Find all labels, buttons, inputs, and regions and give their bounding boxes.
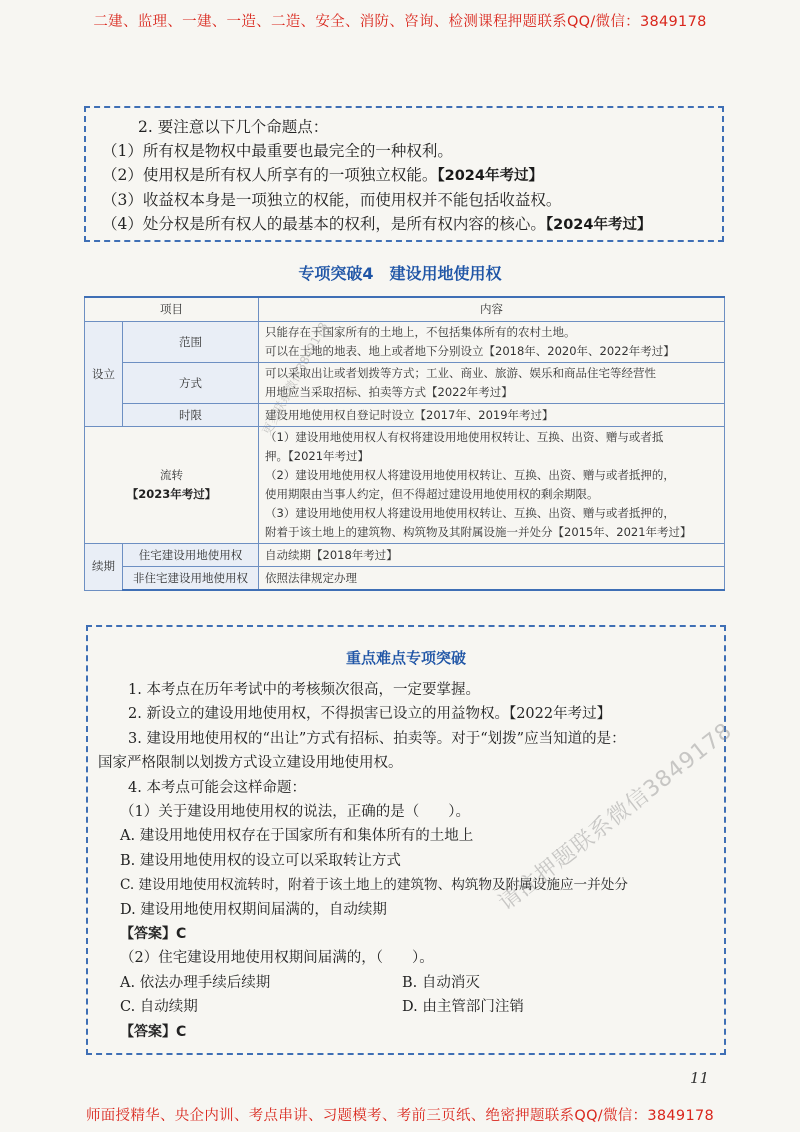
table-row — [85, 404, 725, 427]
key-line: 国家严格限制以划拨方式设立建设用地使用权。 — [98, 755, 403, 772]
key-line: 1. 本考点在历年考试中的考核频次很高，一定要掌握。 — [128, 682, 480, 698]
footer-banner: 师面授精华、央企内训、考点串讲、习题模考、考前三页纸、绝密押题联系QQ/微信：3849178 — [85, 1108, 715, 1124]
table-subcategory: 方式 — [123, 363, 259, 404]
table-category: 续期 — [85, 544, 123, 591]
watermark-small: 更多联系微信3849178 — [259, 320, 331, 438]
table-row — [85, 544, 725, 567]
table-row — [85, 322, 725, 363]
watermark: 请注押题联系微信3849178 — [494, 718, 738, 916]
notes-item: （3）收益权本身是一项独立的权能，而使用权并不能包括收益权。 — [102, 190, 562, 209]
notes-item: （4）处分权是所有权人的最基本的权利，是所有权内容的核心。【2024年考过】 — [102, 215, 652, 233]
key-points-title: 重点难点专项突破 — [345, 649, 466, 667]
table-cell: （1）建设用地使用权人有权将建设用地使用权转让、互换、出资、赠与或者抵 押。【2021年考过】 （2）建设用地使用权人将建设用地使用权转让、互换、出资、赠与或者抵押的， 使用期限由当事人约定，但不得超过建设用地使用权的剩余期限。 （3）建设用地使用权人将建设用地使用权转让、互换、出资、赠与或者抵押的， 附着于该土地上的建筑物、构筑物及其附属设施一并处分【2015年、2021年考过】 — [259, 427, 725, 544]
header-banner: 二建、监理、一建、一造、二造、安全、消防、咨询、检测课程押题联系QQ/微信：3849178 — [93, 14, 707, 30]
question-option: C. 自动续期 — [120, 999, 198, 1016]
table-subcategory: 非住宅建设用地使用权 — [123, 567, 259, 591]
table-cell: 建设用地使用权自登记时设立【2017年、2019年考过】 — [259, 404, 725, 427]
section-title: 专项突破4 建设用地使用权 — [298, 264, 502, 283]
table-row — [85, 567, 725, 591]
question-option: D. 建设用地使用权期间届满的，自动续期 — [120, 901, 387, 918]
option-row — [98, 995, 714, 1019]
question-option: B. 自动消灭 — [402, 974, 480, 991]
notes-item: （2）使用权是所有权人所享有的一项独立权能。【2024年考过】 — [102, 166, 543, 184]
answer: 【答案】C — [120, 1023, 187, 1040]
question-option: C. 建设用地使用权流转时，附着于该土地上的建筑物、构筑物及附属设施应一并处分 — [120, 877, 628, 894]
key-line: 3. 建设用地使用权的“出让”方式有招标、拍卖等。对于“划拨”应当知道的是： — [128, 730, 626, 747]
question-stem: （1）关于建设用地使用权的说法，正确的是（ ）。 — [120, 804, 470, 821]
land-use-table — [84, 296, 725, 591]
table-category: 流转 【2023年考过】 — [85, 427, 259, 544]
table-cell: 可以采取出让或者划拨等方式；工业、商业、旅游、娱乐和商品住宅等经营性 用地应当采取招标、拍卖等方式【2022年考过】 — [259, 363, 725, 404]
table-row — [85, 363, 725, 404]
key-line: 2. 新设立的建设用地使用权，不得损害已设立的用益物权。【2022年考过】 — [128, 706, 612, 723]
notes-box — [84, 106, 724, 242]
table-row — [85, 427, 725, 544]
question-option: B. 建设用地使用权的设立可以采取转让方式 — [120, 852, 401, 869]
table-cell: 自动续期【2018年考过】 — [259, 544, 725, 567]
option-row — [98, 971, 714, 995]
table-cell: 只能存在于国家所有的土地上，不包括集体所有的农村土地。 可以在土地的地表、地上或者地下分别设立【2018年、2020年、2022年考过】 — [259, 322, 725, 363]
table-subcategory: 范围 — [123, 322, 259, 363]
question-option: D. 由主管部门注销 — [402, 999, 524, 1016]
question-option: A. 建设用地使用权存在于国家所有和集体所有的土地上 — [120, 828, 474, 845]
table-header: 内容 — [259, 297, 725, 322]
question-stem: （2）住宅建设用地使用权期间届满的，（ ）。 — [120, 950, 434, 967]
table-header-row — [85, 297, 725, 322]
table-header: 项目 — [85, 297, 259, 322]
key-points-box — [86, 625, 726, 1055]
table-subcategory: 住宅建设用地使用权 — [123, 544, 259, 567]
key-line: 4. 本考点可能会这样命题： — [128, 779, 306, 796]
answer: 【答案】C — [120, 926, 187, 943]
table-category: 设立 — [85, 322, 123, 427]
table-subcategory: 时限 — [123, 404, 259, 427]
page-number: 11 — [690, 1069, 710, 1087]
notes-title: 2. 要注意以下几个命题点： — [138, 118, 329, 136]
table-cell: 依照法律规定办理 — [259, 567, 725, 591]
question-option: A. 依法办理手续后续期 — [120, 974, 271, 991]
notes-item: （1）所有权是物权中最重要也最完全的一种权利。 — [102, 141, 453, 160]
